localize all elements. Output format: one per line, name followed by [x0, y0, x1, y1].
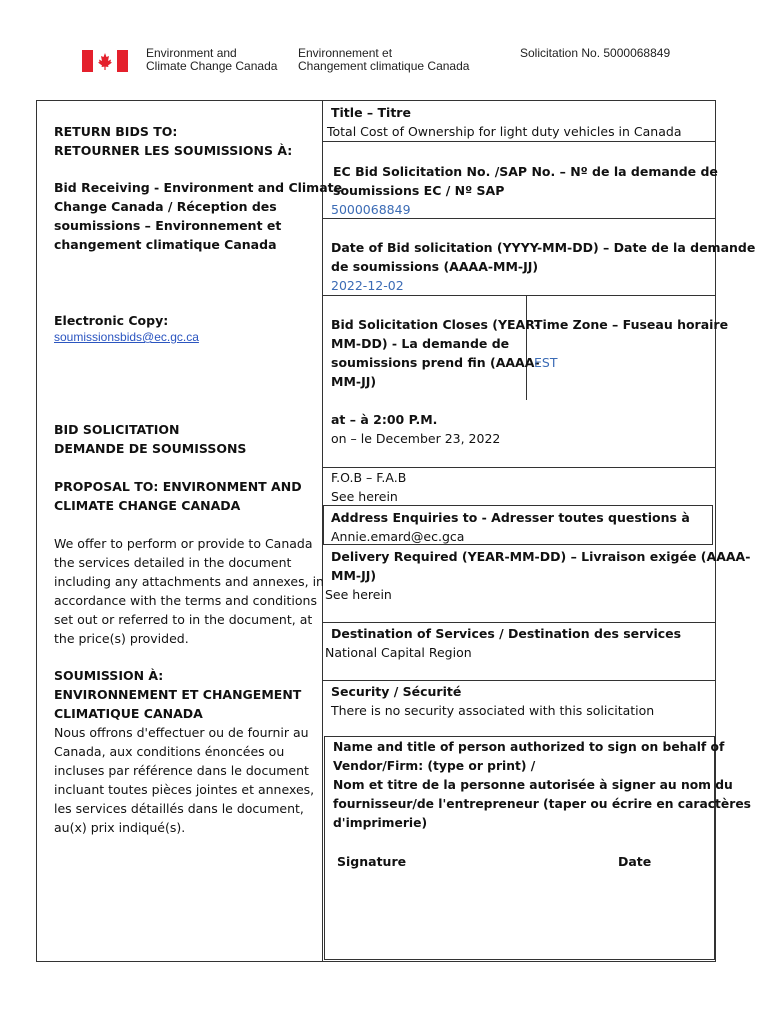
- destination-label: Destination of Services / Destination des services: [331, 626, 682, 641]
- delivery-label: Delivery Required (YEAR-MM-DD) – Livraison exigée (AAAA- MM-JJ): [331, 549, 751, 583]
- divider: [322, 295, 716, 296]
- title-label: Title – Titre: [331, 105, 411, 120]
- solicitation-number-header: Solicitation No. 5000068849: [520, 46, 671, 60]
- divider: [322, 622, 716, 623]
- solicitation-date-label: Date of Bid solicitation (YYYY-MM-DD) – Date de la demande de soumissions (AAAA-MM-JJ): [331, 240, 756, 274]
- security-value: There is no security associated with this solicitation: [331, 703, 655, 718]
- destination-value: National Capital Region: [325, 645, 472, 660]
- closing-date: on – le December 23, 2022: [331, 431, 501, 446]
- delivery-value: See herein: [325, 587, 392, 602]
- solicitation-date-value: 2022-12-02: [331, 278, 404, 293]
- canada-flag-icon: [82, 50, 128, 72]
- department-name-fr: Environnement et Changement climatique Canada: [298, 46, 470, 73]
- bid-solicitation-heading: BID SOLICITATION: [54, 422, 180, 437]
- fob-value: See herein: [331, 489, 398, 504]
- divider: [322, 141, 716, 142]
- closing-time: at – à 2:00 P.M.: [331, 412, 438, 427]
- bid-receiving-address: Bid Receiving - Environment and Climate Change Canada / Réception des soumissions – Environnement et changement climatique Canada: [54, 180, 343, 252]
- timezone-value: EST: [534, 355, 558, 370]
- demande-heading: DEMANDE DE SOUMISSONS: [54, 441, 247, 456]
- timezone-label: Time Zone – Fuseau horaire: [534, 317, 729, 332]
- offer-text-fr: Nous offrons d'effectuer ou de fournir au Canada, aux conditions énoncées ou incluses par référence dans le document incluant toutes pièces jointes et annexes, les services détaillés dans le document, au(x) prix indiqué(s).: [54, 725, 315, 835]
- fob-label: F.O.B – F.A.B: [331, 470, 407, 485]
- enquiries-email: Annie.emard@ec.gca: [331, 529, 465, 544]
- enquiries-label: Address Enquiries to - Adresser toutes questions à: [331, 510, 690, 525]
- electronic-copy-email-link[interactable]: soumissionsbids@ec.gc.ca: [54, 330, 199, 344]
- department-name-en: Environment and Climate Change Canada: [146, 46, 278, 73]
- offer-text-en: We offer to perform or provide to Canada the services detailed in the document including any attachments and annexes, in accordance with the terms and conditions set out or referred to in the document, at the price(s) provided.: [54, 536, 324, 646]
- solicitation-no-value: 5000068849: [331, 202, 411, 217]
- proposal-to: PROPOSAL TO: ENVIRONMENT AND CLIMATE CHANGE CANADA: [54, 479, 302, 513]
- authorized-signer-label: Name and title of person authorized to sign on behalf of Vendor/Firm: (type or print) / Nom et titre de la personne autorisée à signer au nom du fournisseur/de l'entrepreneur (taper ou écrire en caractères d'imprimerie): [333, 740, 751, 830]
- soumission-a: SOUMISSION À: ENVIRONNEMENT ET CHANGEMENT CLIMATIQUE CANADA: [54, 668, 302, 721]
- closing-date-label: Bid Solicitation Closes (YEAR- MM-DD) - La demande de soumissions prend fin (AAAA- MM-JJ): [331, 317, 541, 389]
- security-label: Security / Sécurité: [331, 684, 462, 699]
- return-bids-en: RETURN BIDS TO:: [54, 124, 178, 139]
- electronic-copy-label: Electronic Copy:: [54, 313, 169, 328]
- signature-label: Signature: [337, 854, 407, 869]
- return-bids-fr: RETOURNER LES SOUMISSIONS À:: [54, 143, 293, 158]
- solicitation-no-label: EC Bid Solicitation No. /SAP No. – Nº de la demande de soumissions EC / Nº SAP: [333, 164, 718, 198]
- divider: [322, 680, 716, 681]
- title-value: Total Cost of Ownership for light duty vehicles in Canada: [327, 124, 682, 139]
- date-label: Date: [618, 854, 652, 869]
